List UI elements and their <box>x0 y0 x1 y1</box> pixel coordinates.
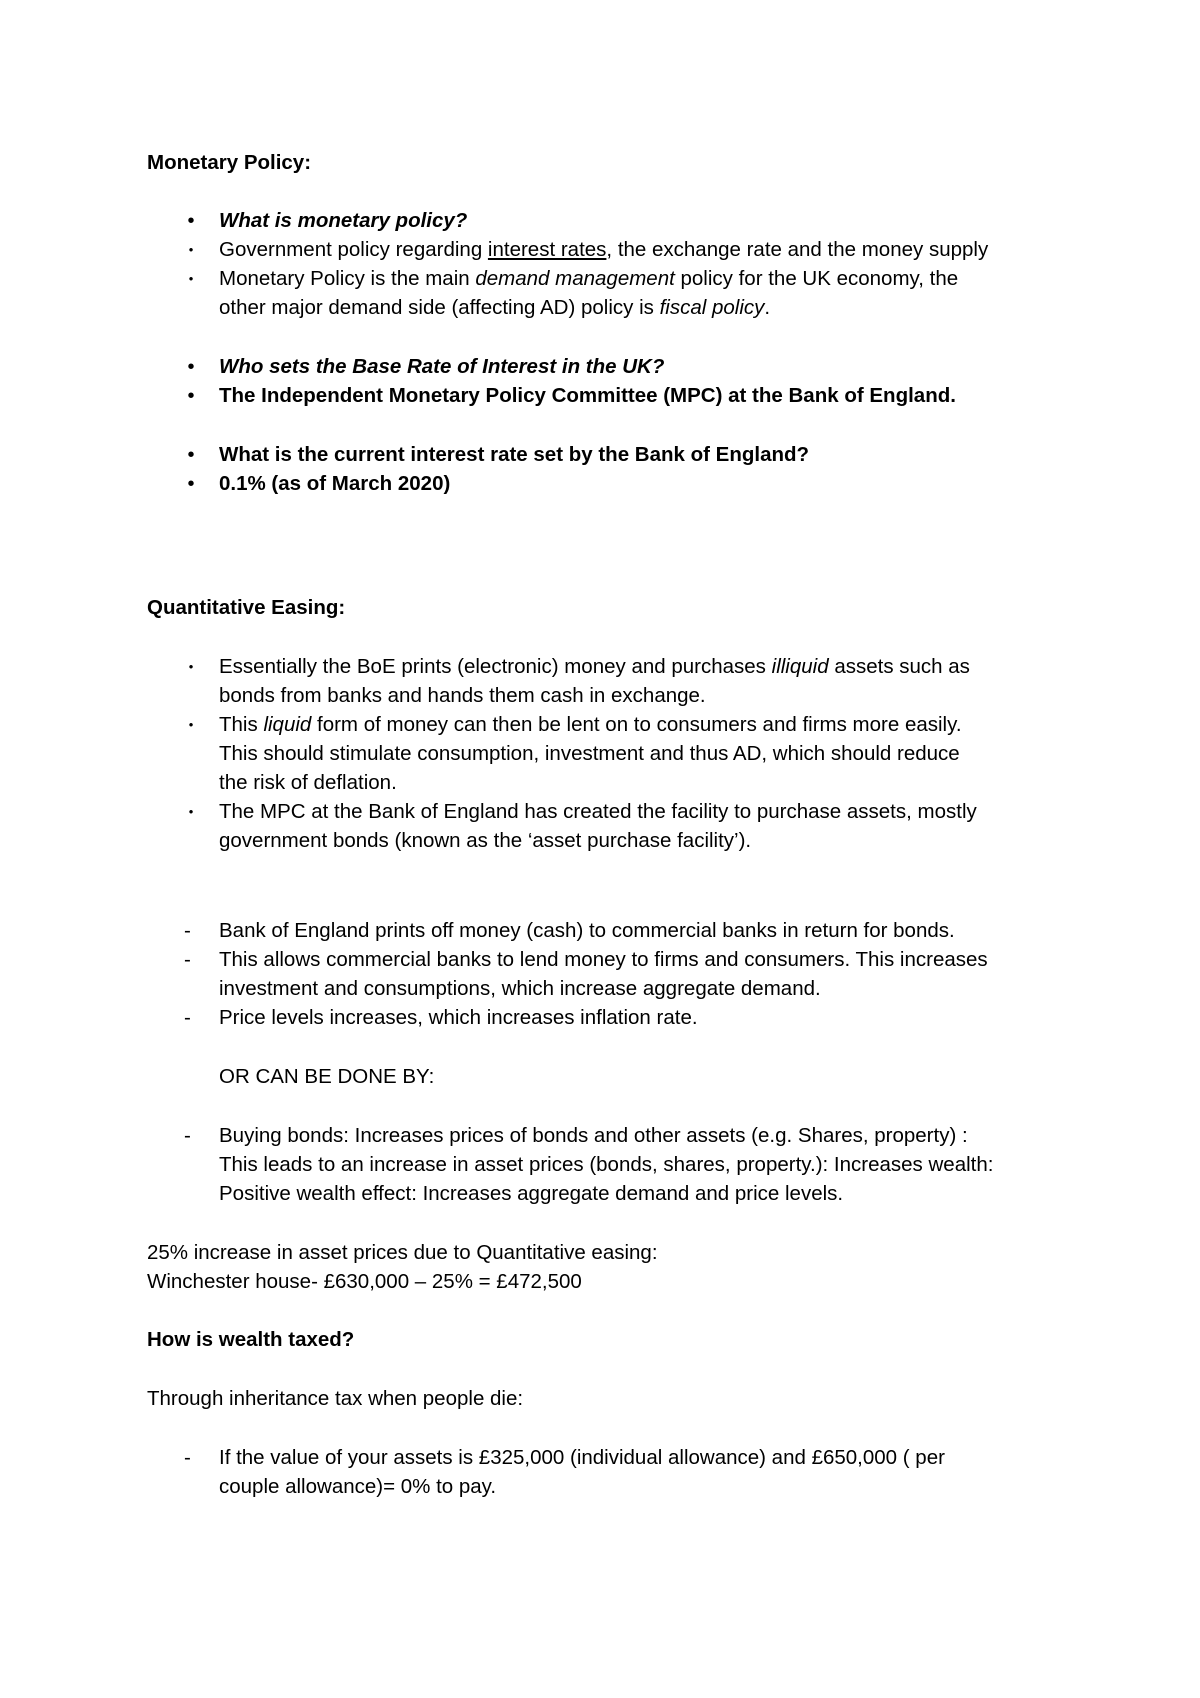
bullet-marker: • <box>188 271 194 286</box>
text-span: other major demand side (affecting AD) policy is <box>219 296 660 319</box>
answer-demand-management-cont <box>219 295 770 321</box>
inheritance-tax-intro: Through inheritance tax when people die: <box>147 1387 524 1410</box>
dash-marker: - <box>184 1124 191 1147</box>
process-step-3: Price levels increases, which increases inflation rate. <box>219 1006 698 1029</box>
answer-mpc: The Independent Monetary Policy Committee (MPC) at the Bank of England. <box>219 384 956 407</box>
process-step-2-cont: investment and consumptions, which increase aggregate demand. <box>219 977 821 1000</box>
text-span: . <box>764 296 771 319</box>
text-span: Monetary Policy is the main <box>219 267 476 290</box>
bullet-marker: • <box>188 242 194 257</box>
bullet-marker: • <box>187 444 195 466</box>
quantitative-easing-heading: Quantitative Easing: <box>147 596 346 619</box>
bullet-marker: • <box>187 473 195 495</box>
or-can-be-done-by: OR CAN BE DONE BY: <box>219 1065 435 1088</box>
question-current-rate: What is the current interest rate set by the Bank of England? <box>219 443 810 466</box>
qe-point-3: The MPC at the Bank of England has created the facility to purchase assets, mostly <box>219 800 977 823</box>
interest-rates-underlined: interest rates <box>487 238 607 261</box>
emphasis-liquid: liquid <box>263 713 312 736</box>
process-step-4-cont: Positive wealth effect: Increases aggregate demand and price levels. <box>219 1182 844 1205</box>
question-base-rate: Who sets the Base Rate of Interest in the UK? <box>219 355 665 378</box>
process-step-2: This allows commercial banks to lend money to firms and consumers. This increases <box>219 948 988 971</box>
answer-definition <box>219 237 988 263</box>
text-span: Essentially the BoE prints (electronic) money and purchases <box>219 655 772 678</box>
qe-point-1 <box>219 654 970 680</box>
bullet-marker: • <box>187 210 195 232</box>
process-step-4: Buying bonds: Increases prices of bonds and other assets (e.g. Shares, property) : <box>219 1124 968 1147</box>
bullet-marker: • <box>188 717 194 732</box>
qe-point-2 <box>219 712 962 738</box>
text-span: form of money can then be lent on to consumers and firms more easily. <box>311 713 962 736</box>
qe-point-2-cont: the risk of deflation. <box>219 771 397 794</box>
bullet-marker: • <box>187 385 195 407</box>
answer-demand-management <box>219 266 958 292</box>
process-step-4-cont: This leads to an increase in asset prices (bonds, shares, property.): Increases wealth: <box>219 1153 994 1176</box>
inheritance-allowance-cont: couple allowance)= 0% to pay. <box>219 1475 497 1498</box>
bullet-marker: • <box>188 659 194 674</box>
emphasis-demand-management: demand management <box>475 267 675 290</box>
dash-marker: - <box>184 1446 191 1469</box>
text-span: This <box>219 713 264 736</box>
wealth-tax-heading: How is wealth taxed? <box>147 1328 355 1351</box>
answer-definition-text-end: , the exchange rate and the money supply <box>606 238 989 261</box>
qe-point-3-cont: government bonds (known as the ‘asset purchase facility’). <box>219 829 752 852</box>
bullet-marker: • <box>188 804 194 819</box>
dash-marker: - <box>184 948 191 971</box>
inheritance-allowance: If the value of your assets is £325,000 (individual allowance) and £650,000 ( per <box>219 1446 945 1469</box>
bullet-marker: • <box>187 356 195 378</box>
text-span: assets such as <box>828 655 970 678</box>
monetary-policy-heading: Monetary Policy: <box>147 151 312 174</box>
question-what-is-monetary-policy: What is monetary policy? <box>219 209 468 232</box>
text-span: policy for the UK economy, the <box>674 267 959 290</box>
answer-current-rate: 0.1% (as of March 2020) <box>219 472 451 495</box>
answer-definition-text: Government policy regarding <box>219 238 488 261</box>
qe-point-2-cont: This should stimulate consumption, investment and thus AD, which should reduce <box>219 742 960 765</box>
emphasis-illiquid: illiquid <box>771 655 829 678</box>
dash-marker: - <box>184 919 191 942</box>
dash-marker: - <box>184 1006 191 1029</box>
process-step-1: Bank of England prints off money (cash) to commercial banks in return for bonds. <box>219 919 955 942</box>
asset-price-example: 25% increase in asset prices due to Quantitative easing: <box>147 1241 658 1264</box>
winchester-house-example: Winchester house- £630,000 – 25% = £472,500 <box>147 1270 582 1293</box>
qe-point-1-cont: bonds from banks and hands them cash in exchange. <box>219 684 706 707</box>
emphasis-fiscal-policy: fiscal policy <box>659 296 765 319</box>
